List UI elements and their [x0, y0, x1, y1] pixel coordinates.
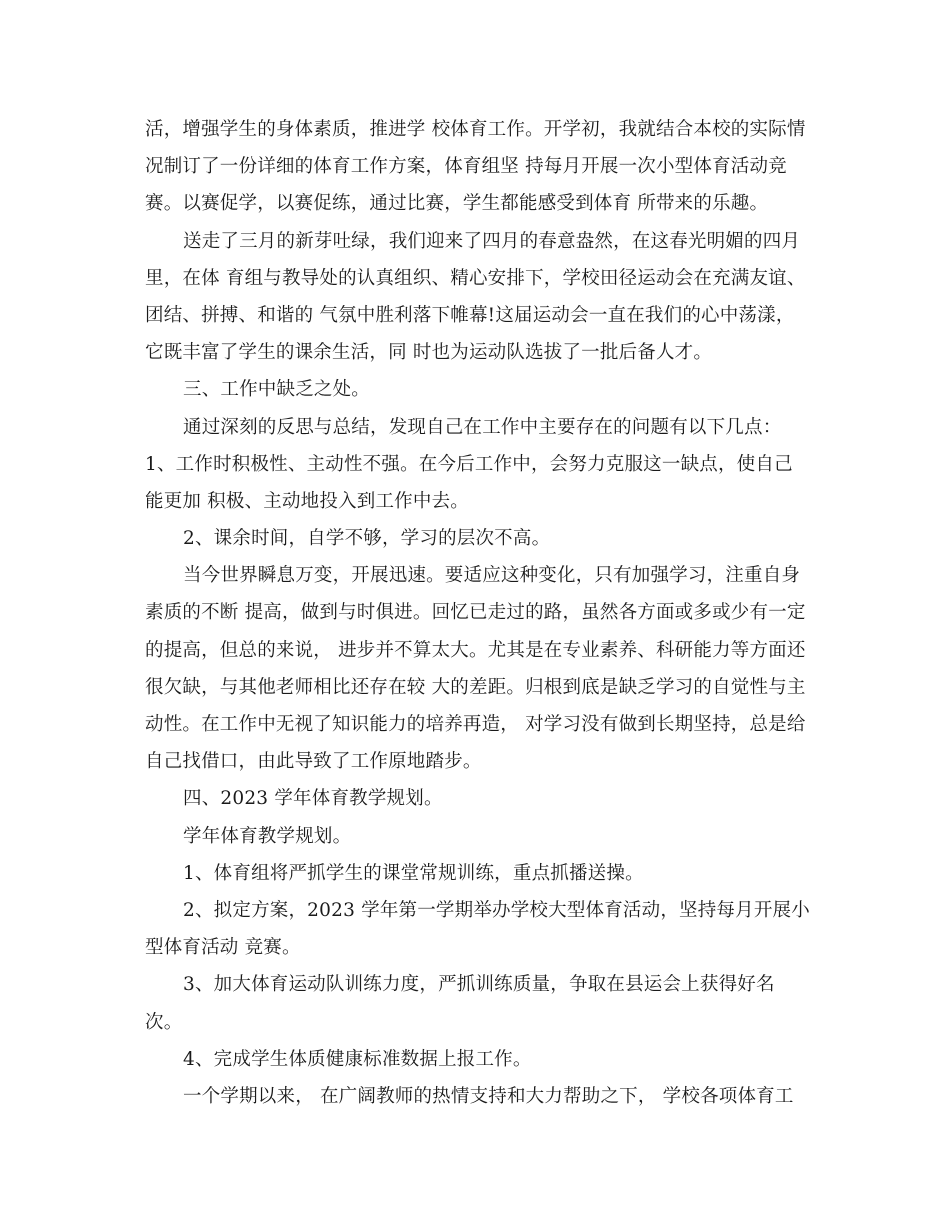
text-line: 当今世界瞬息万变，开展迅速。要适应这种变化，只有加强学习，注重自身: [183, 565, 801, 586]
text-line: 自己找借口，由此导致了工作原地踏步。: [145, 751, 482, 772]
text-line: 团结、拼搏、和谐的 气氛中胜利落下帷幕!这届运动会一直在我们的心中荡漾，: [145, 305, 795, 326]
text-line: 3、加大体育运动队训练力度，严抓训练质量，争取在县运会上获得好名: [183, 974, 775, 995]
text-line: 2、拟定方案，2023 学年第一学期举办学校大型体育活动，坚持每月开展小: [183, 900, 810, 921]
text-line: 2、课余时间，自学不够，学习的层次不高。: [183, 528, 551, 549]
text-line: 的提高，但总的来说， 进步并不算太大。尤其是在专业素养、科研能力等方面还: [145, 640, 806, 661]
text-line: 一个学期以来， 在广阔教师的热情支持和大力帮助之下， 学校各项体育工: [183, 1086, 794, 1107]
text-line: 1、体育组将严抓学生的课堂常规训练，重点抓播送操。: [183, 863, 644, 884]
text-line: 赛。以赛促学，以赛促练，通过比赛，学生都能感受到体育 所带来的乐趣。: [145, 193, 769, 214]
text-line: 它既丰富了学生的课余生活，同 时也为运动队选拔了一批后备人才。: [145, 342, 713, 363]
text-line: 活，增强学生的身体素质，推进学 校体育工作。开学初，我就结合本校的实际情: [145, 119, 806, 140]
text-line: 学年体育教学规划。: [183, 826, 352, 847]
section-heading: 三、工作中缺乏之处。: [183, 379, 371, 400]
text-line: 型体育活动 竞赛。: [145, 937, 301, 958]
text-line: 通过深刻的反思与总结，发现自己在工作中主要存在的问题有以下几点：: [183, 417, 782, 438]
text-line: 能更加 积极、主动地投入到工作中去。: [145, 491, 469, 512]
text-line: 况制订了一份详细的体育工作方案，体育组坚 持每月开展一次小型体育活动竞: [145, 156, 787, 177]
text-line: 1、工作时积极性、主动性不强。在今后工作中，会努力克服这一缺点，使自己: [145, 454, 793, 475]
text-line: 素质的不断 提高，做到与时俱进。回忆已走过的路，虽然各方面或多或少有一定: [145, 602, 806, 623]
section-heading: 四、2023 学年体育教学规划。: [183, 788, 443, 809]
text-line: 次。: [145, 1012, 183, 1033]
text-line: 动性。在工作中无视了知识能力的培养再造， 对学习没有做到长期坚持，总是给: [145, 714, 806, 735]
text-line: 4、完成学生体质健康标准数据上报工作。: [183, 1049, 532, 1070]
text-line: 里，在体 育组与教导处的认真组织、精心安排下，学校田径运动会在充满友谊、: [145, 268, 806, 289]
text-line: 很欠缺，与其他老师相比还存在较 大的差距。归根到底是缺乏学习的自觉性与主: [145, 677, 806, 698]
text-line: 送走了三月的新芽吐绿，我们迎来了四月的春意盎然，在这春光明媚的四月: [183, 231, 801, 252]
